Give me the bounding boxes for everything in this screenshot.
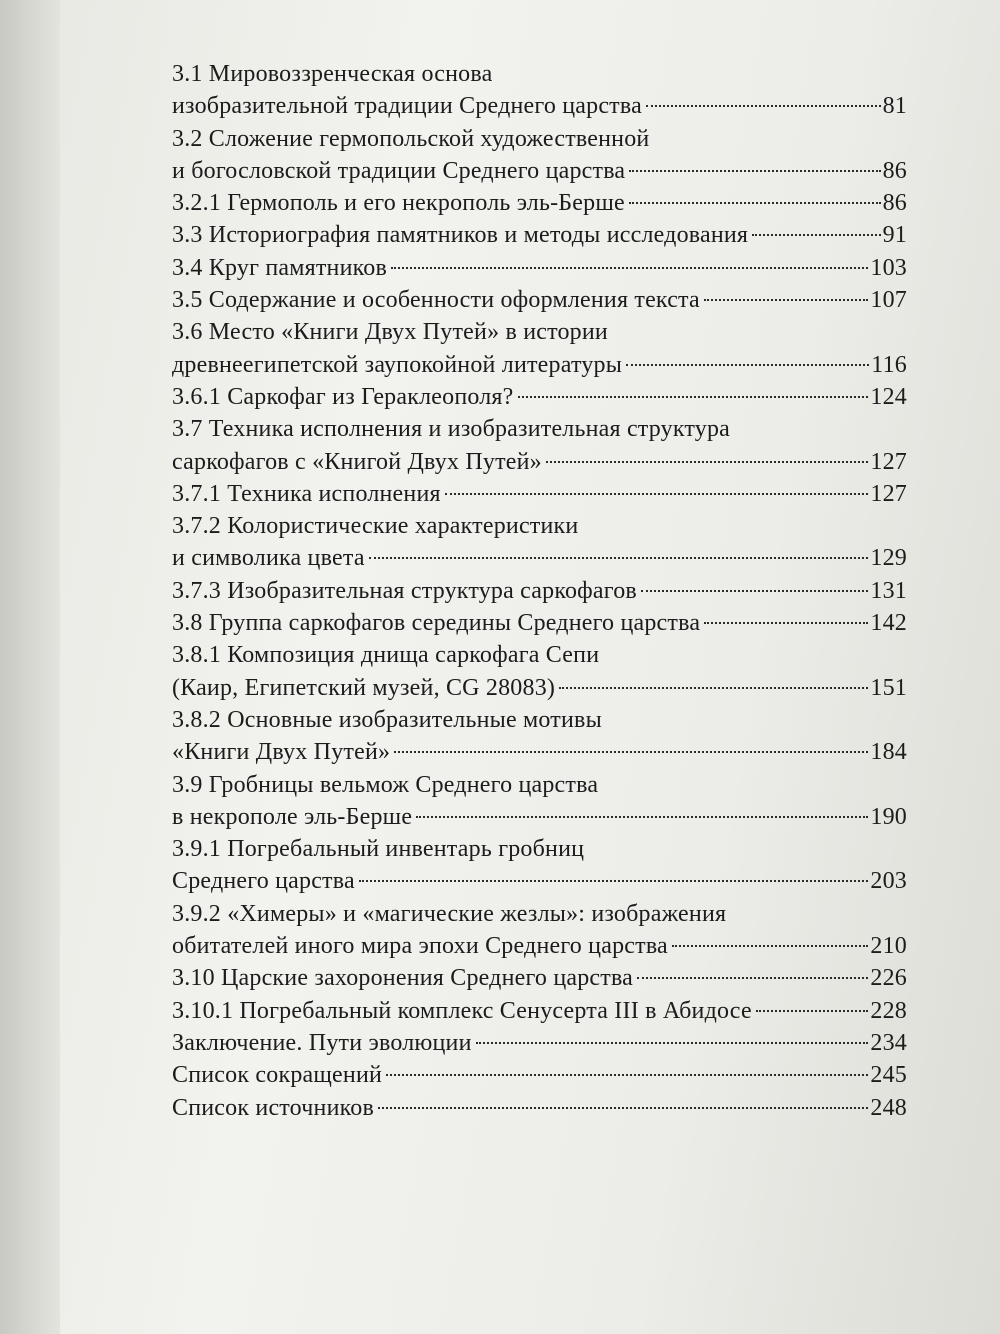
toc-entry-title: 3.8.2 Основные изобразительные мотивы	[172, 706, 602, 733]
toc-entry	[172, 898, 907, 963]
toc-line	[172, 930, 907, 962]
toc-line	[172, 833, 907, 865]
toc-leader-dots	[378, 1107, 868, 1109]
toc-line	[172, 155, 907, 187]
toc-line	[172, 1027, 907, 1059]
toc-entry-title: 3.9 Гробницы вельмож Среднего царства	[172, 771, 599, 798]
toc-leader-dots	[359, 880, 869, 882]
toc-page-number: 248	[870, 1094, 907, 1121]
toc-entry	[172, 413, 907, 478]
toc-entry	[172, 769, 907, 834]
toc-leader-dots	[546, 461, 869, 463]
toc-entry-title: 3.10.1 Погребальный комплекс Сенусерта III в Абидосе	[172, 997, 752, 1024]
toc-leader-dots	[394, 751, 868, 753]
toc-line	[172, 898, 907, 930]
toc-line	[172, 123, 907, 155]
toc-leader-dots	[476, 1042, 869, 1044]
toc-entry-title: 3.1 Мировоззренческая основа	[172, 61, 493, 87]
toc-entry-title: 3.2 Сложение гермопольской художественной	[172, 125, 650, 152]
toc-page-number: 190	[870, 803, 907, 830]
toc-leader-dots	[445, 493, 869, 495]
toc-line	[172, 478, 907, 510]
toc-line	[172, 219, 907, 251]
toc-entry	[172, 381, 907, 413]
toc-entry-title: 3.7.2 Колористические характеристики	[172, 513, 579, 540]
toc-line	[172, 413, 907, 445]
toc-entry	[172, 833, 907, 898]
toc-leader-dots	[646, 105, 881, 107]
toc-page-number: 103	[870, 254, 907, 281]
toc-entry	[172, 607, 907, 639]
toc-leader-dots	[518, 396, 869, 398]
toc-entry-title: 3.8.1 Композиция днища саркофага Сепи	[172, 642, 600, 669]
toc-entry	[172, 962, 907, 994]
toc-page-number: 203	[870, 868, 907, 895]
toc-page-number: 107	[870, 287, 907, 314]
toc-entry-title: и богословской традиции Среднего царства	[172, 157, 626, 184]
toc-page-number: 151	[870, 674, 907, 701]
toc-entry-title: 3.4 Круг памятников	[172, 254, 388, 281]
toc-page-number: 184	[870, 739, 907, 766]
toc-entry	[172, 316, 907, 381]
toc-line	[172, 446, 907, 478]
toc-page-number: 124	[870, 383, 907, 410]
toc-line	[172, 510, 907, 542]
toc-line	[172, 58, 907, 90]
toc-entry-title: древнеегипетской заупокойной литературы	[172, 351, 623, 378]
toc-line	[172, 962, 907, 994]
toc-entry	[172, 510, 907, 575]
toc-entry-title: 3.5 Содержание и особенности оформления текста	[172, 287, 700, 314]
page-spine-shadow	[0, 0, 60, 1334]
toc-page-number: 86	[882, 157, 907, 184]
toc-leader-dots	[369, 557, 869, 559]
toc-entry-title: 3.9.1 Погребальный инвентарь гробниц	[172, 836, 585, 863]
toc-leader-dots	[756, 1010, 869, 1012]
toc-line	[172, 542, 907, 574]
toc-entry	[172, 252, 907, 284]
toc-page-number: 142	[870, 610, 907, 637]
toc-entry	[172, 575, 907, 607]
toc-leader-dots	[629, 170, 880, 172]
toc-entry-title: изобразительной традиции Среднего царства	[172, 93, 642, 120]
toc-entry	[172, 1092, 907, 1124]
toc-page-number: 86	[882, 190, 907, 217]
toc-entry-title: 3.7.1 Техника исполнения	[172, 480, 441, 507]
toc-page-number: 226	[870, 965, 907, 992]
toc-line	[172, 252, 907, 284]
toc-line	[172, 316, 907, 348]
toc-page-number: 245	[870, 1062, 907, 1089]
toc-line	[172, 672, 907, 704]
toc-entry	[172, 219, 907, 251]
toc-line	[172, 801, 907, 833]
toc-page-number: 234	[870, 1029, 907, 1056]
toc-page-number: 131	[870, 577, 907, 604]
toc-entry	[172, 639, 907, 704]
toc-entry-title: 3.2.1 Гермополь и его некрополь эль-Берше	[172, 190, 625, 217]
toc-entry-title: Список источников	[172, 1094, 374, 1121]
toc-leader-dots	[752, 234, 880, 236]
toc-entry	[172, 58, 907, 123]
toc-leader-dots	[559, 687, 868, 689]
toc-line	[172, 639, 907, 671]
toc-entry-title: и символика цвета	[172, 545, 365, 572]
toc-line	[172, 575, 907, 607]
toc-leader-dots	[704, 622, 868, 624]
toc-leader-dots	[391, 267, 868, 269]
toc-line	[172, 1059, 907, 1091]
toc-line	[172, 284, 907, 316]
table-of-contents	[172, 58, 907, 1124]
toc-page-number: 91	[882, 222, 907, 249]
toc-leader-dots	[386, 1074, 868, 1076]
toc-page-number: 81	[882, 93, 907, 120]
toc-line	[172, 349, 907, 381]
toc-entry	[172, 123, 907, 188]
toc-entry-title: в некрополе эль-Берше	[172, 803, 413, 830]
toc-entry-title: «Книги Двух Путей»	[172, 739, 391, 766]
toc-entry-title: 3.7.3 Изобразительная структура саркофагов	[172, 577, 637, 604]
toc-entry-title: 3.10 Царские захоронения Среднего царства	[172, 965, 634, 992]
toc-page-number: 228	[870, 997, 907, 1024]
toc-entry-title: Список сокращений	[172, 1062, 383, 1089]
toc-line	[172, 1092, 907, 1124]
toc-page-number: 129	[870, 545, 907, 572]
toc-leader-dots	[629, 202, 881, 204]
toc-leader-dots	[626, 364, 869, 366]
toc-leader-dots	[641, 590, 868, 592]
toc-entry-title: (Каир, Египетский музей, CG 28083)	[172, 674, 556, 701]
toc-entry-title: 3.6.1 Саркофаг из Гераклеополя?	[172, 383, 514, 410]
toc-entry	[172, 1027, 907, 1059]
toc-page-number: 127	[870, 448, 907, 475]
toc-line	[172, 769, 907, 801]
toc-entry-title: 3.8 Группа саркофагов середины Среднего царства	[172, 610, 701, 637]
toc-line	[172, 704, 907, 736]
toc-entry-title: саркофагов с «Книгой Двух Путей»	[172, 448, 542, 475]
toc-line	[172, 90, 907, 122]
toc-entry-title: 3.3 Историография памятников и методы исследования	[172, 222, 749, 249]
toc-leader-dots	[704, 299, 869, 301]
toc-line	[172, 865, 907, 897]
toc-page-number: 210	[870, 933, 907, 960]
toc-entry	[172, 478, 907, 510]
toc-line	[172, 736, 907, 768]
toc-leader-dots	[672, 945, 869, 947]
toc-entry-title: 3.7 Техника исполнения и изобразительная структура	[172, 416, 731, 443]
toc-entry	[172, 187, 907, 219]
toc-entry	[172, 995, 907, 1027]
toc-leader-dots	[416, 816, 868, 818]
toc-entry-title: Среднего царства	[172, 868, 355, 895]
toc-entry	[172, 1059, 907, 1091]
toc-line	[172, 607, 907, 639]
toc-page-number: 127	[870, 480, 907, 507]
toc-entry-title: Заключение. Пути эволюции	[172, 1029, 472, 1056]
toc-leader-dots	[637, 977, 868, 979]
toc-line	[172, 381, 907, 413]
toc-entry-title: 3.9.2 «Химеры» и «магические жезлы»: изображения	[172, 900, 727, 927]
toc-entry	[172, 284, 907, 316]
toc-entry-title: обитателей иного мира эпохи Среднего царства	[172, 933, 668, 960]
toc-line	[172, 995, 907, 1027]
toc-entry	[172, 704, 907, 769]
toc-entry-title: 3.6 Место «Книги Двух Путей» в истории	[172, 319, 608, 346]
toc-page-number: 116	[871, 351, 907, 378]
toc-line	[172, 187, 907, 219]
